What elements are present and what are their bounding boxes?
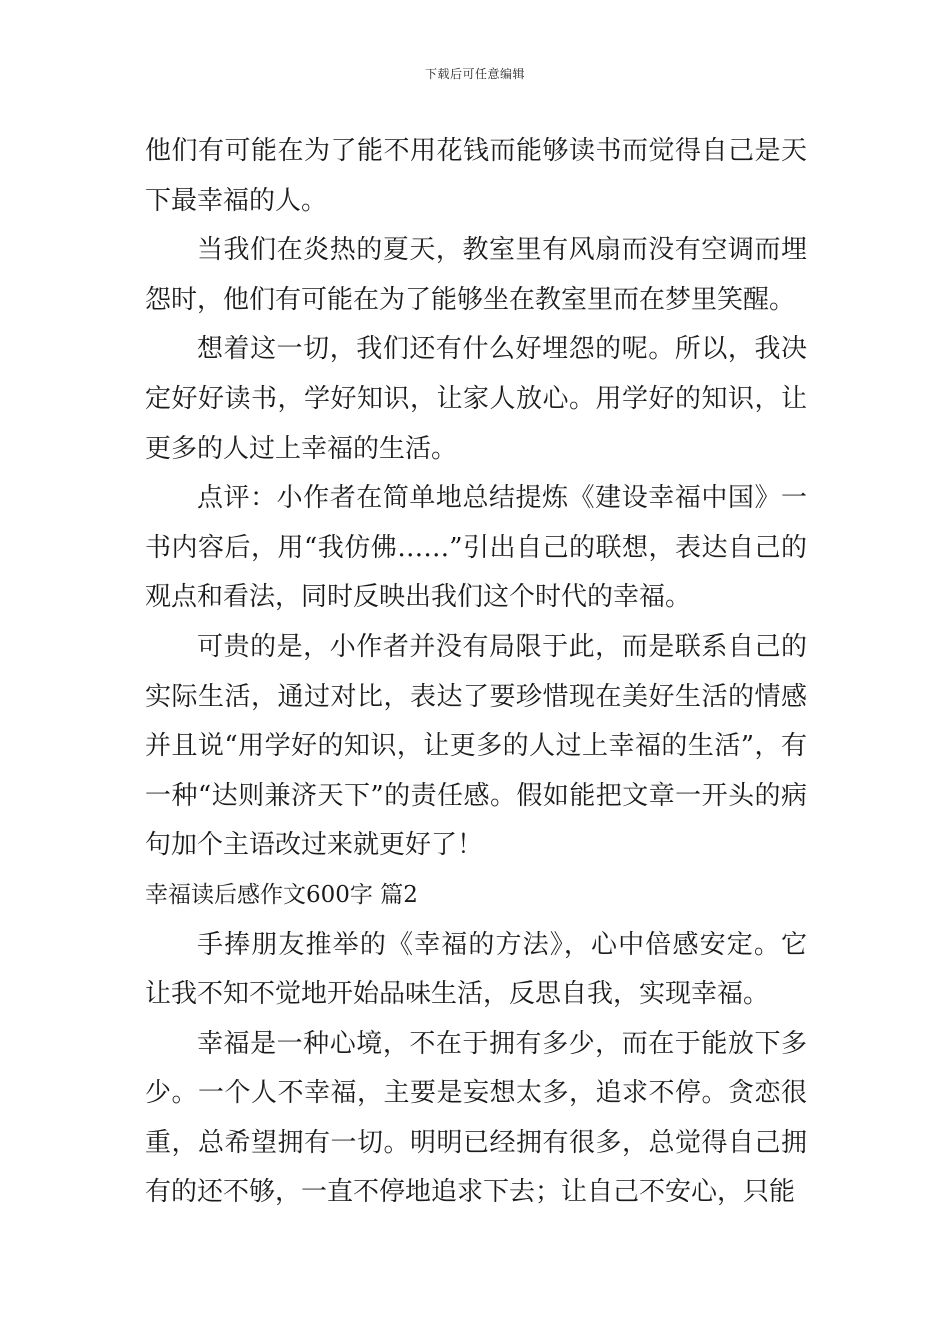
document-body: [145, 127, 807, 1218]
paragraph: 想着这一切，我们还有什么好埋怨的呢。所以，我决定好好读书，学好知识，让家人放心。用学好的知识，让更多的人过上幸福的生活。: [145, 334, 807, 464]
page-header: 下载后可任意编辑: [424, 67, 525, 81]
paragraph: 可贵的是，小作者并没有局限于此，而是联系自己的实际生活，通过对比，表达了要珍惜现在美好生活的情感并且说“用学好的知识，让更多的人过上幸福的生活”，有一种“达则兼济天下”的责任感。假如能把文章一开头的病句加个主语改过来就更好了！: [145, 631, 807, 861]
paragraph-continuation: 他们有可能在为了能不用花钱而能够读书而觉得自己是天下最幸福的人。: [145, 136, 807, 216]
paragraph: 当我们在炎热的夏天，教室里有风扇而没有空调而埋怨时，他们有可能在为了能够坐在教室里而在梦里笑醒。: [145, 235, 807, 315]
paragraph: 手捧朋友推举的《幸福的方法》，心中倍感安定。它让我不知不觉地开始品味生活，反思自我，实现幸福。: [145, 929, 807, 1010]
section-heading: 幸福读后感作文600字 篇2: [145, 881, 418, 908]
paragraph-comment: 点评：小作者在简单地总结提炼《建设幸福中国》一书内容后，用“我仿佛……”引出自己的联想，表达自己的观点和看法，同时反映出我们这个时代的幸福。: [145, 483, 807, 613]
paragraph: 幸福是一种心境，不在于拥有多少，而在于能放下多少。一个人不幸福，主要是妄想太多，追求不停。贪恋很重，总希望拥有一切。明明已经拥有很多，总觉得自己拥有的还不够，一直不停地追求下去；让自己不安心，只能: [145, 1028, 807, 1208]
